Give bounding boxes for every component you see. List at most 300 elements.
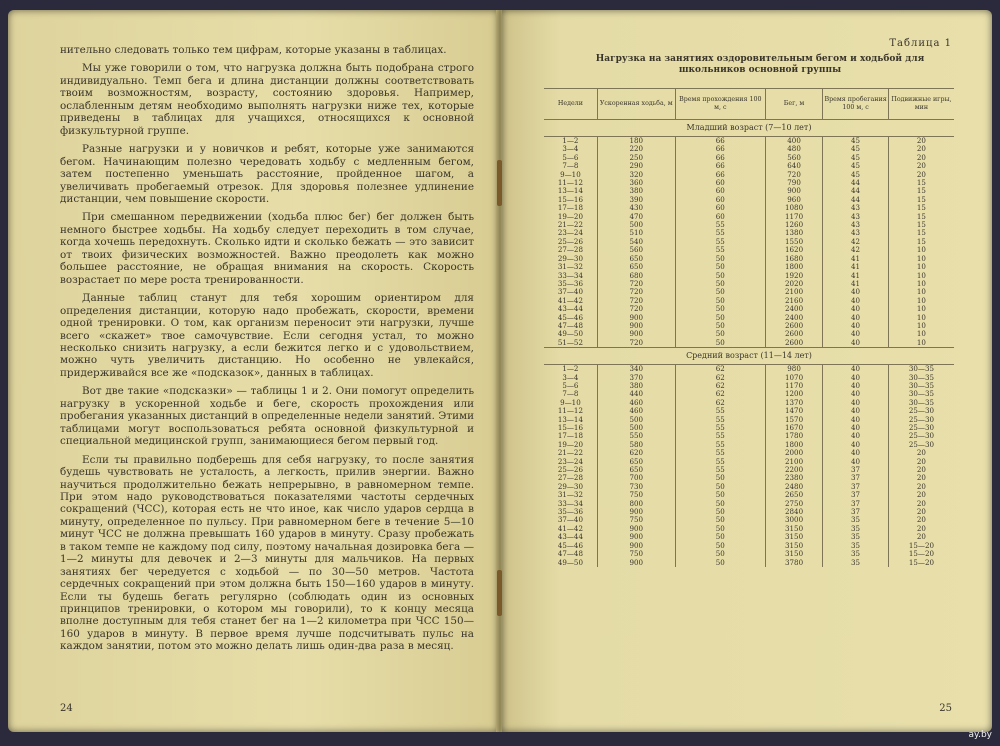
table-cell: 33—34 [557,498,583,508]
table-cell: 40 [823,374,889,382]
table-cell: 50 [675,533,765,541]
table-cell: 20 [888,474,954,482]
table-cell: 29—30 [557,253,583,263]
table-cell: 45 [823,137,889,146]
table-cell: 900 [597,559,675,567]
table-row [544,382,954,390]
table-cell: 41—42 [557,295,583,305]
section-title: Младший возраст (7—10 лет) [544,120,954,137]
table-cell: 1200 [765,390,822,398]
table-cell: 900 [597,533,675,541]
table-cell: 40 [823,449,889,457]
table-row [544,297,954,305]
table-cell: 55 [675,458,765,466]
table-cell: 580 [597,441,675,449]
table-cell: 20 [888,483,954,491]
table-cell: 62 [675,390,765,398]
table-row [544,137,954,146]
table-cell: 49—50 [557,557,583,567]
table-cell: 40 [823,432,889,440]
table-cell: 640 [765,162,822,170]
table-cell: 15 [888,221,954,229]
table-cell: 1170 [765,382,822,390]
table-cell: 35 [823,516,889,524]
table-cell: 40 [823,416,889,424]
table-cell: 320 [597,171,675,179]
paragraph: Данные таблиц станут для тебя хорошим ориентиром для определения дистанции, которую надо пробежать, скорости, времени одной тренировки. О том, как организм переносит эти нагрузки, лучше всего «скажет» твое самочувствие. Если сегодня устал, то можно несколько снизить нагрузку, а если бежится легко и с удовольствием, можно чуть увеличить дистанцию. Но особенно не увлекайся, придерживайся все же «подсказок», данных в таблицах. [60,292,474,379]
column-header: Время пробегания 100 м, с [823,89,889,120]
table-cell: 49—50 [557,329,583,339]
table-cell: 17—18 [557,431,583,441]
table-row [544,374,954,382]
table-cell: 900 [597,508,675,516]
table-cell: 10 [888,330,954,338]
table-cell: 23—24 [557,456,583,466]
table-cell: 1—2 [562,364,579,374]
table-cell: 43 [823,221,889,229]
table-row [544,263,954,271]
table-cell: 42 [823,246,889,254]
table-cell: 10 [888,297,954,305]
table-cell: 40 [823,322,889,330]
table-cell: 2600 [765,339,822,348]
table-row [544,390,954,398]
table-cell: 500 [597,416,675,424]
table-cell: 960 [765,196,822,204]
table-cell: 60 [675,204,765,212]
table-cell: 900 [597,542,675,550]
table-cell: 55 [675,246,765,254]
table-cell: 15 [888,196,954,204]
table-cell: 50 [675,474,765,482]
table-cell: 62 [675,374,765,382]
table-cell: 17—18 [557,203,583,213]
table-cell: 50 [675,280,765,288]
table-cell: 20 [888,533,954,541]
table-row [544,322,954,330]
table-cell: 50 [675,542,765,550]
table-cell: 650 [597,466,675,474]
table-cell: 550 [597,432,675,440]
section-row [544,348,954,365]
table-cell: 50 [675,263,765,271]
table-row [544,483,954,491]
table-row [544,154,954,162]
table-cell: 750 [597,516,675,524]
table-row [544,162,954,170]
table-cell: 43 [823,229,889,237]
table-row [544,171,954,179]
table-cell: 55 [675,432,765,440]
paragraph: Если ты правильно подберешь для себя нагрузку, то после занятия будешь чувствовать не усталость, а легкость, прилив энергии. Важно научиться продолжительно бежать непрерывно, в равномерном темпе. При этом надо руководствоваться показателями частоты сердечных сокращений (ЧСС), которая есть не что иное, как число ударов сердца в минуту, определенное по пульсу. При равномерном беге в течение 5—10 минут ЧСС не должна превышать 160 ударов в минуту. Сразу пробежать в таком темпе не каждому под силу, поэтому начальная дозировка бега — 1—2 минуты для девочек и 2—3 минуты для мальчиков. На первых занятиях бег чередуется с ходьбой — по 30—50 метров. Частота сердечных сокращений при этом должна быть 150—160 ударов в минуту. Если ты будешь бегать регулярно (соблюдать один из основных принципов тренировки, о котором мы говорили), то к концу месяца вполне доступным для тебя станет бег на 1—2 километра при ЧСС 150—160 ударов в минуту. В первое время лучше подсчитывать пульс на каждом занятии, потом это можно делать лишь один-два раза в месяц. [60,453,474,653]
table-cell: 62 [675,365,765,374]
table-cell: 60 [675,187,765,195]
table-cell: 25—26 [557,236,583,246]
table-title: Нагрузка на занятиях оздоровительным бегом и ходьбой для школьников основной группы [595,54,925,75]
table-cell: 11—12 [557,406,583,416]
section-row [544,120,954,137]
table-cell: 20 [888,500,954,508]
table-cell: 66 [675,162,765,170]
table-cell: 10 [888,255,954,263]
table-cell: 9—10 [560,397,581,407]
table-cell: 55 [675,449,765,457]
table-cell: 35 [823,542,889,550]
table-cell: 1260 [765,221,822,229]
table-cell: 30—35 [888,390,954,398]
table-cell: 29—30 [557,481,583,491]
table-cell: 23—24 [557,228,583,238]
table-cell: 25—30 [888,407,954,415]
table-cell: 2100 [765,458,822,466]
table-cell: 900 [597,330,675,338]
table-cell: 50 [675,500,765,508]
table-row [544,314,954,322]
table-cell: 40 [823,297,889,305]
table-cell: 21—22 [557,220,583,230]
table-cell: 750 [597,491,675,499]
table-cell: 10 [888,272,954,280]
table-cell: 25—30 [888,432,954,440]
table-cell: 800 [597,500,675,508]
table-cell: 30—35 [888,365,954,374]
table-cell: 40 [823,424,889,432]
column-header: Бег, м [765,89,822,120]
table-cell: 15 [888,213,954,221]
table-cell: 390 [597,196,675,204]
table-cell: 1570 [765,416,822,424]
table-cell: 20 [888,137,954,146]
table-cell: 55 [675,441,765,449]
table-cell: 1680 [765,255,822,263]
table-cell: 470 [597,213,675,221]
table-cell: 45—46 [557,540,583,550]
table-row [544,255,954,263]
table-cell: 27—28 [557,245,583,255]
table-cell: 1170 [765,213,822,221]
table-cell: 680 [597,272,675,280]
table-cell: 1800 [765,263,822,271]
table-cell: 45—46 [557,312,583,322]
table-cell: 37 [823,491,889,499]
table-cell: 47—48 [557,320,583,330]
table-cell: 3780 [765,559,822,567]
table-cell: 31—32 [557,490,583,500]
table-cell: 43 [823,213,889,221]
table-cell: 19—20 [557,439,583,449]
table-cell: 13—14 [557,186,583,196]
table-label: Таблица 1 [889,38,952,49]
table-cell: 380 [597,187,675,195]
table-cell: 35 [823,533,889,541]
table-cell: 340 [597,365,675,374]
table-cell: 44 [823,179,889,187]
table-cell: 2380 [765,474,822,482]
table-cell: 30—35 [888,374,954,382]
table-cell: 700 [597,474,675,482]
right-page-number: 25 [939,703,952,714]
table-cell: 480 [765,145,822,153]
table-cell: 400 [765,137,822,146]
table-cell: 720 [765,171,822,179]
table-cell: 50 [675,559,765,567]
table-cell: 60 [675,179,765,187]
table-cell: 460 [597,399,675,407]
table-row [544,330,954,338]
table-row [544,365,954,374]
table-row [544,229,954,237]
table-cell: 15—20 [888,542,954,550]
table-cell: 20 [888,154,954,162]
table-cell: 1470 [765,407,822,415]
table-cell: 60 [675,196,765,204]
table-cell: 35 [823,559,889,567]
table-cell: 2600 [765,330,822,338]
table-cell: 500 [597,424,675,432]
table-cell: 43 [823,204,889,212]
table-cell: 1920 [765,272,822,280]
table-cell: 20 [888,162,954,170]
table-row [544,179,954,187]
table-cell: 50 [675,255,765,263]
table-cell: 720 [597,280,675,288]
table-row [544,272,954,280]
table-cell: 40 [823,305,889,313]
table-cell: 25—30 [888,441,954,449]
table-cell: 25—30 [888,424,954,432]
table-row [544,441,954,449]
table-cell: 720 [597,288,675,296]
table-cell: 31—32 [557,262,583,272]
table-cell: 1080 [765,204,822,212]
table-cell: 430 [597,204,675,212]
table-cell: 50 [675,272,765,280]
table-cell: 10 [888,314,954,322]
table-cell: 7—8 [562,389,579,399]
table-cell: 15 [888,204,954,212]
table-cell: 1550 [765,238,822,246]
table-cell: 2600 [765,322,822,330]
table-cell: 1670 [765,424,822,432]
table-cell: 55 [675,466,765,474]
table-cell: 5—6 [562,152,579,162]
table-row [544,196,954,204]
table-cell: 650 [597,263,675,271]
table-cell: 3150 [765,542,822,550]
table-cell: 50 [675,508,765,516]
table-cell: 3—4 [562,144,579,154]
table-cell: 20 [888,466,954,474]
table-row [544,416,954,424]
table-cell: 47—48 [557,549,583,559]
table-row [544,458,954,466]
table-row [544,542,954,550]
table-cell: 360 [597,179,675,187]
table-cell: 41 [823,280,889,288]
table-cell: 55 [675,229,765,237]
table-cell: 66 [675,137,765,146]
table-cell: 540 [597,238,675,246]
table-cell: 20 [888,145,954,153]
table-cell: 1070 [765,374,822,382]
table-cell: 2650 [765,491,822,499]
table-cell: 15—16 [557,423,583,432]
table-cell: 45 [823,171,889,179]
table-cell: 43—44 [557,532,583,542]
table-row [544,424,954,432]
table-cell: 460 [597,407,675,415]
table-cell: 10 [888,339,954,348]
table-cell: 720 [597,305,675,313]
table-cell: 20 [888,458,954,466]
table-row [544,525,954,533]
table-cell: 900 [597,314,675,322]
table-cell: 20 [888,491,954,499]
table-cell: 3150 [765,550,822,558]
table-cell: 66 [675,145,765,153]
table-cell: 41 [823,255,889,263]
table-row [544,145,954,153]
table-cell: 9—10 [560,169,581,179]
table-cell: 55 [675,221,765,229]
table-cell: 50 [675,305,765,313]
table-cell: 1370 [765,399,822,407]
table-cell: 11—12 [557,178,583,188]
table-cell: 37 [823,508,889,516]
left-page [8,10,498,732]
table-row [544,550,954,558]
table-cell: 20 [888,171,954,179]
table-cell: 40 [823,399,889,407]
table-cell: 1800 [765,441,822,449]
load-table [544,88,954,567]
table-cell: 44 [823,187,889,195]
table-cell: 37—40 [557,515,583,525]
table-cell: 10 [888,263,954,271]
table-cell: 220 [597,145,675,153]
table-cell: 40 [823,382,889,390]
table-cell: 10 [888,322,954,330]
table-cell: 62 [675,399,765,407]
table-row [544,449,954,457]
table-cell: 15 [888,179,954,187]
table-cell: 45 [823,145,889,153]
table-cell: 25—30 [888,416,954,424]
table-cell: 40 [823,339,889,348]
table-cell: 40 [823,407,889,415]
table-cell: 43—44 [557,304,583,314]
paragraph: нительно следовать только тем цифрам, которые указаны в таблицах. [60,44,447,56]
book-spread [8,10,992,736]
table-cell: 35 [823,550,889,558]
table-cell: 2100 [765,288,822,296]
table-cell: 370 [597,374,675,382]
table-row [544,305,954,313]
table-cell: 50 [675,483,765,491]
table-cell: 50 [675,330,765,338]
left-page-text [60,44,474,659]
table-cell: 900 [597,525,675,533]
table-cell: 2000 [765,449,822,457]
table-cell: 37 [823,500,889,508]
table-cell: 19—20 [557,211,583,221]
table-cell: 900 [765,187,822,195]
table-cell: 50 [675,491,765,499]
table-row [544,491,954,499]
table-cell: 15 [888,187,954,195]
table-cell: 10 [888,288,954,296]
table-row [544,508,954,516]
table-cell: 50 [675,297,765,305]
table-cell: 50 [675,550,765,558]
table-cell: 10 [888,305,954,313]
table-cell: 41 [823,263,889,271]
table-cell: 790 [765,179,822,187]
table-row [544,204,954,212]
column-header: Время прохождения 100 м, с [675,89,765,120]
table-cell: 45 [823,154,889,162]
table-cell: 21—22 [557,448,583,458]
table-cell: 37 [823,474,889,482]
table-cell: 560 [597,246,675,254]
table-cell: 55 [675,238,765,246]
table-cell: 1780 [765,432,822,440]
table-cell: 15—20 [888,550,954,558]
table-cell: 60 [675,213,765,221]
table-cell: 50 [675,339,765,348]
table-cell: 980 [765,365,822,374]
table-cell: 62 [675,382,765,390]
table-cell: 41 [823,272,889,280]
table-cell: 30—35 [888,399,954,407]
table-row [544,246,954,254]
table-cell: 55 [675,416,765,424]
table-cell: 50 [675,288,765,296]
table-cell: 40 [823,365,889,374]
table-cell: 2750 [765,500,822,508]
table-cell: 900 [597,322,675,330]
paragraph: При смешанном передвижении (ходьба плюс бег) бег должен быть немного быстрее ходьбы. На ходьбу следует переходить в том случае, когда хочешь передохнуть. Сколько идти и сколько бежать — это зависит от твоих физических возможностей. Важно преодолеть как можно большее расстояние, не обращая внимания на скорость. Скорость возрастает по мере роста тренированности. [60,211,474,286]
paragraph: Вот две такие «подсказки» — таблицы 1 и 2. Они помогут определить нагрузку в ускоренной ходьбе и беге, скорость прохождения или пробегания указанных дистанций в определенные недели занятий. Этими таблицами могут воспользоваться ребята основной физкультурной и специальной медицинской групп, занимающиеся бегом первый год. [60,385,474,448]
watermark: ay.by [968,730,992,740]
table-cell: 33—34 [557,270,583,280]
table-row [544,339,954,348]
table-cell: 3000 [765,516,822,524]
table-cell: 40 [823,330,889,338]
table-row [544,407,954,415]
table-cell: 1620 [765,246,822,254]
table-cell: 750 [597,550,675,558]
table-cell: 35 [823,525,889,533]
table-cell: 20 [888,516,954,524]
table-row [544,213,954,221]
table-row [544,516,954,524]
table-row [544,187,954,195]
table-cell: 15—20 [888,559,954,567]
table-cell: 15 [888,229,954,237]
table-cell: 2200 [765,466,822,474]
left-page-number: 24 [60,703,73,714]
table-cell: 13—14 [557,414,583,424]
table-cell: 40 [823,458,889,466]
table-cell: 35—36 [557,507,583,517]
table-row [544,221,954,229]
table-row [544,399,954,407]
table-cell: 27—28 [557,473,583,483]
table-cell: 40 [823,390,889,398]
table-cell: 720 [597,339,675,348]
column-header: Ускоренная ходьба, м [597,89,675,120]
